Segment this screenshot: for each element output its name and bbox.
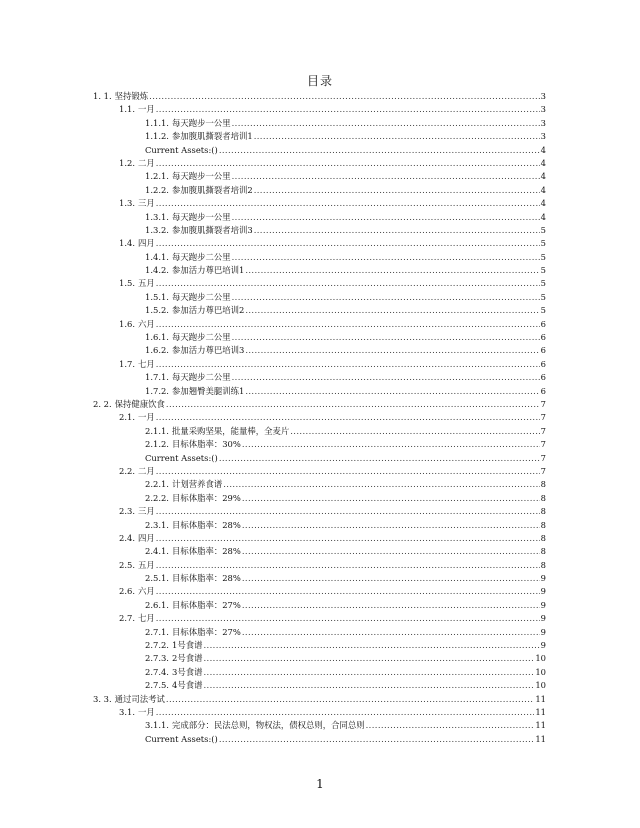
toc-entry-row[interactable] bbox=[145, 291, 546, 304]
toc-leader-dots bbox=[219, 733, 535, 746]
toc-entry-text: 六月 bbox=[137, 586, 155, 597]
toc-entry-page: 11 bbox=[535, 693, 546, 704]
toc-entry-page: 3 bbox=[540, 131, 546, 142]
toc-entry-number: 2.5. bbox=[119, 559, 135, 570]
toc-entry-text: 每天跑步一公里 bbox=[171, 211, 231, 222]
toc-entry-text: 三月 bbox=[137, 198, 155, 209]
toc-leader-dots bbox=[245, 385, 539, 398]
toc-entry-page: 5 bbox=[540, 265, 546, 276]
toc-entry-page: 4 bbox=[540, 144, 546, 155]
toc-leader-dots bbox=[156, 465, 540, 478]
toc-entry-row[interactable] bbox=[145, 344, 546, 357]
toc-leader-dots bbox=[254, 224, 540, 237]
toc-leader-dots bbox=[254, 184, 540, 197]
toc-entry-row[interactable] bbox=[119, 277, 546, 290]
toc-entry[interactable] bbox=[0, 612, 640, 625]
toc-leader-dots bbox=[219, 452, 540, 465]
toc-entry-number: 2.7.3. bbox=[145, 653, 169, 664]
toc-entry-page: 9 bbox=[540, 573, 546, 584]
toc-entry-page: 3 bbox=[540, 117, 546, 128]
toc-entry[interactable] bbox=[0, 693, 640, 706]
toc-entry-page: 8 bbox=[540, 492, 546, 503]
toc-leader-dots bbox=[245, 264, 539, 277]
toc-entry-number: 1.3. bbox=[119, 198, 135, 209]
toc-entry-page: 8 bbox=[540, 546, 546, 557]
toc-entry-number: 2.7.5. bbox=[145, 680, 169, 691]
toc-entry[interactable] bbox=[0, 184, 640, 197]
toc-entry-number: 1.7. bbox=[119, 358, 135, 369]
toc-entry-text: Current Assets:() bbox=[145, 144, 218, 155]
toc-entry[interactable] bbox=[0, 532, 640, 545]
toc-leader-dots bbox=[254, 130, 540, 143]
toc-leader-dots bbox=[156, 103, 540, 116]
toc-entry-text: 参加活力尊巴培训1 bbox=[171, 265, 245, 276]
toc-entry-text: 四月 bbox=[137, 532, 155, 543]
toc-leader-dots bbox=[223, 478, 539, 491]
toc-entry-row[interactable] bbox=[145, 733, 546, 746]
toc-entry-number: 1.1.1. bbox=[145, 117, 169, 128]
toc-entry-row[interactable] bbox=[145, 572, 546, 585]
toc-entry-page: 7 bbox=[540, 452, 546, 463]
toc-leader-dots bbox=[242, 626, 540, 639]
toc-entry-text: 目标体脂率：28% bbox=[171, 573, 241, 584]
toc-entry-number: 1.7.1. bbox=[145, 372, 169, 383]
toc-leader-dots bbox=[232, 291, 540, 304]
toc-entry-page: 11 bbox=[535, 720, 546, 731]
toc-entry[interactable] bbox=[0, 492, 640, 505]
toc-entry[interactable] bbox=[0, 733, 640, 746]
toc-entry-number: 1.1.2. bbox=[145, 131, 169, 142]
toc-entry-text: 每天跑步二公里 bbox=[171, 332, 231, 343]
toc-entry-text: 二月 bbox=[137, 465, 155, 476]
toc-entry-number: 1. 1. bbox=[93, 91, 112, 101]
toc-entry[interactable] bbox=[0, 599, 640, 612]
toc-entry-number: 1.2.2. bbox=[145, 184, 169, 195]
toc-entry-row[interactable] bbox=[119, 505, 546, 518]
toc-entry-number: 2. 2. bbox=[93, 398, 112, 409]
toc-entry-text: 每天跑步一公里 bbox=[171, 117, 231, 128]
toc-leader-dots bbox=[156, 559, 540, 572]
toc-entry-text: 目标体脂率：30% bbox=[171, 439, 241, 450]
toc-entry-row[interactable] bbox=[145, 264, 546, 277]
toc-entry[interactable] bbox=[0, 465, 640, 478]
toc-entry[interactable] bbox=[0, 411, 640, 424]
toc-entry-number: 1.3.2. bbox=[145, 224, 169, 235]
toc-entry-text: 目标体脂率：27% bbox=[171, 599, 241, 610]
toc-leader-dots bbox=[203, 679, 534, 692]
toc-entry[interactable] bbox=[0, 639, 640, 652]
toc-entry[interactable] bbox=[0, 652, 640, 665]
toc-entry[interactable] bbox=[0, 264, 640, 277]
toc-entry[interactable] bbox=[0, 211, 640, 224]
toc-entry-page: 6 bbox=[540, 372, 546, 383]
toc-entry-number: 1.4.1. bbox=[145, 251, 169, 262]
toc-entry-row[interactable] bbox=[145, 211, 546, 224]
toc-entry-row[interactable] bbox=[119, 103, 546, 116]
toc-leader-dots bbox=[149, 90, 540, 103]
toc-entry-text: Current Assets:() bbox=[145, 452, 218, 463]
toc-leader-dots bbox=[245, 304, 539, 317]
toc-entry-text: 每天跑步二公里 bbox=[171, 291, 231, 302]
toc-entry-row[interactable] bbox=[93, 398, 546, 411]
toc-leader-dots bbox=[290, 425, 539, 438]
toc-entry-text: 3号食谱 bbox=[171, 666, 203, 677]
toc-entry[interactable] bbox=[0, 304, 640, 317]
toc-entry-number: 2.7.2. bbox=[145, 640, 169, 651]
toc-entry-row[interactable] bbox=[145, 719, 546, 732]
toc-entry-page: 10 bbox=[535, 653, 546, 664]
toc-entry[interactable] bbox=[0, 224, 640, 237]
toc-entry-row[interactable] bbox=[145, 117, 546, 130]
toc-entry-text: 4号食谱 bbox=[171, 680, 203, 691]
toc-entry-row[interactable] bbox=[145, 371, 546, 384]
toc-entry-text: 一月 bbox=[137, 104, 155, 115]
toc-entry-number: 2.2.1. bbox=[145, 479, 169, 490]
toc-entry-row[interactable] bbox=[145, 545, 546, 558]
toc-entry-number: 3.1.1. bbox=[145, 720, 169, 731]
toc-leader-dots bbox=[156, 532, 540, 545]
toc-entry-number: 1.4. bbox=[119, 238, 135, 249]
toc-entry-row[interactable] bbox=[119, 411, 546, 424]
toc-leader-dots bbox=[156, 505, 540, 518]
toc-entry-page: 7 bbox=[540, 439, 546, 450]
toc-entry-number: 2.3. bbox=[119, 506, 135, 517]
toc-entry-page: 10 bbox=[535, 680, 546, 691]
toc-entry-page: 9 bbox=[540, 626, 546, 637]
toc-entry-page: 7 bbox=[540, 412, 546, 423]
toc-entry-number: 2.7.1. bbox=[145, 626, 169, 637]
toc-entry[interactable] bbox=[0, 679, 640, 692]
toc-leader-dots bbox=[232, 251, 540, 264]
toc-entry-row[interactable] bbox=[145, 130, 546, 143]
toc-entry-row[interactable] bbox=[145, 438, 546, 451]
toc-entry-page: 7 bbox=[540, 398, 546, 409]
toc-leader-dots bbox=[156, 237, 540, 250]
toc-entry[interactable] bbox=[0, 706, 640, 719]
toc-entry-text: 1号食谱 bbox=[171, 640, 203, 651]
toc-entry-row[interactable] bbox=[145, 144, 546, 157]
toc-leader-dots bbox=[242, 438, 540, 451]
toc-entry-page: 4 bbox=[540, 211, 546, 222]
toc-entry-row[interactable] bbox=[119, 532, 546, 545]
toc-entry-text: 参加腹肌撕裂者培训1 bbox=[171, 131, 253, 142]
toc-entry-row[interactable] bbox=[145, 425, 546, 438]
toc-entry-row[interactable] bbox=[119, 706, 546, 719]
toc-entry-text: 参加活力尊巴培训3 bbox=[171, 345, 245, 356]
toc-entry[interactable] bbox=[0, 425, 640, 438]
toc-entry-number: 2.7. bbox=[119, 613, 135, 624]
toc-leader-dots bbox=[232, 211, 540, 224]
toc-entry-row[interactable] bbox=[145, 224, 546, 237]
toc-entry-page: 7 bbox=[540, 465, 546, 476]
toc-entry[interactable] bbox=[0, 545, 640, 558]
toc-leader-dots bbox=[242, 599, 540, 612]
toc-entry-row[interactable] bbox=[119, 465, 546, 478]
toc-entry-row[interactable] bbox=[145, 652, 546, 665]
toc-entry-page: 9 bbox=[540, 586, 546, 597]
toc-leader-dots bbox=[219, 144, 540, 157]
toc-entry-row[interactable] bbox=[145, 519, 546, 532]
toc-entry-text: 六月 bbox=[137, 318, 155, 329]
toc-entry[interactable] bbox=[0, 559, 640, 572]
toc-entry[interactable] bbox=[0, 719, 640, 732]
page-number: 1 bbox=[316, 777, 324, 791]
toc-leader-dots bbox=[232, 117, 540, 130]
toc-leader-dots bbox=[232, 371, 540, 384]
toc-leader-dots bbox=[366, 719, 535, 732]
toc-entry-text: 一月 bbox=[137, 412, 155, 423]
toc-entry[interactable] bbox=[0, 398, 640, 411]
toc-entry-number: 1.5.1. bbox=[145, 291, 169, 302]
toc-entry-page: 5 bbox=[540, 305, 546, 316]
toc-entry-row[interactable] bbox=[145, 478, 546, 491]
toc-leader-dots bbox=[156, 277, 540, 290]
toc-entry-row[interactable] bbox=[145, 452, 546, 465]
toc-entry-number: 1.4.2. bbox=[145, 265, 169, 276]
toc-entry[interactable] bbox=[0, 519, 640, 532]
toc-leader-dots bbox=[203, 639, 539, 652]
toc-entry-number: 1.5. bbox=[119, 278, 135, 289]
toc-entry[interactable] bbox=[0, 344, 640, 357]
toc-entry-page: 4 bbox=[540, 171, 546, 182]
toc-entry-row[interactable] bbox=[145, 492, 546, 505]
toc-entry-text: 参加活力尊巴培训2 bbox=[171, 305, 245, 316]
toc-entry-number: 2.4.1. bbox=[145, 546, 169, 557]
toc-entry[interactable] bbox=[0, 170, 640, 183]
toc-entry-row[interactable] bbox=[145, 385, 546, 398]
toc-entry-number: 1.6.1. bbox=[145, 332, 169, 343]
toc-entry-page: 5 bbox=[540, 224, 546, 235]
toc-leader-dots bbox=[203, 666, 534, 679]
toc-entry-number: 2.1.2. bbox=[145, 439, 169, 450]
toc-entry-row[interactable] bbox=[93, 90, 546, 103]
toc-entry[interactable] bbox=[0, 331, 640, 344]
toc-entry-page: 6 bbox=[540, 345, 546, 356]
toc-entry-row[interactable] bbox=[145, 304, 546, 317]
toc-entry-number: 2.6. bbox=[119, 586, 135, 597]
toc-entry-number: 1.1. bbox=[119, 104, 135, 115]
toc-leader-dots bbox=[242, 519, 540, 532]
toc-entry[interactable] bbox=[0, 371, 640, 384]
toc-entry-text: 批量采购坚果，能量棒，全麦片 bbox=[171, 425, 290, 436]
toc-entry-text: 参加翘臀美腿训练1 bbox=[171, 385, 245, 396]
toc-entry-text: 四月 bbox=[137, 238, 155, 249]
toc-entry-page: 9 bbox=[540, 613, 546, 624]
toc-entry-page: 8 bbox=[540, 532, 546, 543]
toc-leader-dots bbox=[156, 197, 540, 210]
toc-entry[interactable] bbox=[0, 103, 640, 116]
toc-entry-row[interactable] bbox=[145, 599, 546, 612]
toc-entry[interactable] bbox=[0, 117, 640, 130]
toc-leader-dots bbox=[242, 572, 540, 585]
toc-entry[interactable] bbox=[0, 478, 640, 491]
toc-entry-page: 4 bbox=[540, 184, 546, 195]
toc-entry-row[interactable] bbox=[119, 318, 546, 331]
toc-entry-number: 1.6.2. bbox=[145, 345, 169, 356]
toc-entry-row[interactable] bbox=[119, 237, 546, 250]
toc-entry[interactable] bbox=[0, 157, 640, 170]
toc-entry-number: 1.2. bbox=[119, 157, 135, 168]
toc-entry-row[interactable] bbox=[145, 639, 546, 652]
toc-entry[interactable] bbox=[0, 452, 640, 465]
toc-entry-text: 参加腹肌撕裂者培训3 bbox=[171, 224, 253, 235]
toc-entry[interactable] bbox=[0, 572, 640, 585]
toc-entry-number: 2.7.4. bbox=[145, 666, 169, 677]
toc-entry[interactable] bbox=[0, 291, 640, 304]
toc-entry-number: 1.5.2. bbox=[145, 305, 169, 316]
toc-entry-row[interactable] bbox=[119, 197, 546, 210]
toc-leader-dots bbox=[156, 157, 540, 170]
toc-entry[interactable] bbox=[0, 318, 640, 331]
toc-title: 目录 bbox=[306, 74, 333, 88]
toc-entry[interactable] bbox=[0, 626, 640, 639]
toc-entry-number: 3. 3. bbox=[93, 693, 112, 704]
toc-entry-row[interactable] bbox=[119, 157, 546, 170]
toc-leader-dots bbox=[232, 170, 540, 183]
toc-entry[interactable] bbox=[0, 438, 640, 451]
toc-leader-dots bbox=[156, 612, 540, 625]
toc-leader-dots bbox=[242, 492, 540, 505]
toc-entry-text: 七月 bbox=[137, 613, 155, 624]
toc-entry-text: 参加腹肌撕裂者培训2 bbox=[171, 184, 253, 195]
toc-entry-page: 9 bbox=[540, 599, 546, 610]
toc-entry-row[interactable] bbox=[145, 251, 546, 264]
toc-entry-row[interactable] bbox=[119, 358, 546, 371]
toc-entry-text: 目标体脂率：29% bbox=[171, 492, 241, 503]
toc-leader-dots bbox=[156, 585, 540, 598]
toc-entry-text: 五月 bbox=[137, 278, 155, 289]
toc-entry-text: 每天跑步二公里 bbox=[171, 251, 231, 262]
toc-entry[interactable] bbox=[0, 144, 640, 157]
toc-entry-page: 8 bbox=[540, 519, 546, 530]
toc-entry-row[interactable] bbox=[119, 612, 546, 625]
toc-entry[interactable] bbox=[0, 251, 640, 264]
toc-entry-page: 6 bbox=[540, 385, 546, 396]
toc-entry[interactable] bbox=[0, 90, 640, 103]
toc-entry-row[interactable] bbox=[119, 559, 546, 572]
toc-entry-text: 一月 bbox=[137, 706, 155, 717]
toc-entry[interactable] bbox=[0, 197, 640, 210]
toc-entry-number: 1.6. bbox=[119, 318, 135, 329]
toc-entry-number: 1.2.1. bbox=[145, 171, 169, 182]
toc-entry-text: 计划营养食谱 bbox=[171, 479, 223, 490]
toc-entry[interactable] bbox=[0, 130, 640, 143]
toc-entry[interactable] bbox=[0, 385, 640, 398]
toc-entry-text: 七月 bbox=[137, 358, 155, 369]
toc-entry-row[interactable] bbox=[145, 184, 546, 197]
toc-entry-text: 通过司法考试 bbox=[114, 693, 165, 704]
toc-leader-dots bbox=[156, 706, 535, 719]
toc-entry-number: 2.5.1. bbox=[145, 573, 169, 584]
toc-entry-text: 坚持锻炼 bbox=[114, 91, 149, 101]
toc-entry[interactable] bbox=[0, 505, 640, 518]
toc-leader-dots bbox=[156, 318, 540, 331]
toc-entry[interactable] bbox=[0, 237, 640, 250]
toc-leader-dots bbox=[203, 652, 534, 665]
toc-leader-dots bbox=[156, 411, 540, 424]
toc-entry-number: 2.4. bbox=[119, 532, 135, 543]
toc-entry-text: Current Assets:() bbox=[145, 733, 218, 744]
toc-entry-page: 3 bbox=[540, 91, 546, 101]
toc-entry-number: 2.6.1. bbox=[145, 599, 169, 610]
table-of-contents bbox=[0, 90, 640, 746]
toc-entry-row[interactable] bbox=[145, 666, 546, 679]
toc-entry-page: 10 bbox=[535, 666, 546, 677]
toc-entry-row[interactable] bbox=[145, 331, 546, 344]
toc-entry-page: 6 bbox=[540, 318, 546, 329]
toc-entry-number: 2.3.1. bbox=[145, 519, 169, 530]
toc-entry[interactable] bbox=[0, 666, 640, 679]
toc-entry-text: 完成部分：民法总则，物权法，债权总则，合同总则 bbox=[171, 720, 365, 731]
toc-entry-text: 每天跑步一公里 bbox=[171, 171, 231, 182]
toc-entry[interactable] bbox=[0, 277, 640, 290]
toc-entry-page: 11 bbox=[535, 706, 546, 717]
toc-entry-page: 11 bbox=[535, 733, 546, 744]
toc-entry-row[interactable] bbox=[145, 679, 546, 692]
toc-entry-page: 5 bbox=[540, 251, 546, 262]
toc-entry-text: 每天跑步二公里 bbox=[171, 372, 231, 383]
toc-entry[interactable] bbox=[0, 358, 640, 371]
toc-entry-page: 5 bbox=[540, 278, 546, 289]
toc-entry-page: 3 bbox=[540, 104, 546, 115]
toc-entry-text: 三月 bbox=[137, 506, 155, 517]
toc-entry-number: 3.1. bbox=[119, 706, 135, 717]
toc-entry-row[interactable] bbox=[145, 626, 546, 639]
toc-entry-page: 8 bbox=[540, 479, 546, 490]
toc-leader-dots bbox=[245, 344, 539, 357]
toc-entry-number: 2.1. bbox=[119, 412, 135, 423]
toc-entry-page: 4 bbox=[540, 198, 546, 209]
toc-leader-dots bbox=[156, 358, 540, 371]
toc-entry-row[interactable] bbox=[145, 170, 546, 183]
toc-leader-dots bbox=[232, 331, 540, 344]
toc-entry-text: 2号食谱 bbox=[171, 653, 203, 664]
toc-entry-page: 6 bbox=[540, 358, 546, 369]
toc-entry-page: 5 bbox=[540, 291, 546, 302]
toc-entry-page: 5 bbox=[540, 238, 546, 249]
toc-entry-number: 2.2. bbox=[119, 465, 135, 476]
toc-leader-dots bbox=[242, 545, 540, 558]
toc-entry-page: 4 bbox=[540, 157, 546, 168]
toc-entry-page: 8 bbox=[540, 506, 546, 517]
toc-entry-text: 二月 bbox=[137, 157, 155, 168]
toc-leader-dots bbox=[166, 693, 534, 706]
toc-entry-page: 7 bbox=[540, 425, 546, 436]
toc-leader-dots bbox=[166, 398, 540, 411]
toc-entry-number: 2.1.1. bbox=[145, 425, 169, 436]
toc-entry-text: 目标体脂率：28% bbox=[171, 546, 241, 557]
toc-entry-text: 五月 bbox=[137, 559, 155, 570]
toc-entry-row[interactable] bbox=[93, 693, 546, 706]
toc-entry-page: 8 bbox=[540, 559, 546, 570]
toc-entry-page: 6 bbox=[540, 332, 546, 343]
toc-entry-number: 1.7.2. bbox=[145, 385, 169, 396]
toc-entry-row[interactable] bbox=[119, 585, 546, 598]
toc-entry-page: 9 bbox=[540, 640, 546, 651]
toc-entry-text: 目标体脂率：28% bbox=[171, 519, 241, 530]
toc-entry-text: 目标体脂率：27% bbox=[171, 626, 241, 637]
toc-entry-text: 保持健康饮食 bbox=[114, 398, 165, 409]
toc-entry-number: 1.3.1. bbox=[145, 211, 169, 222]
toc-entry[interactable] bbox=[0, 585, 640, 598]
toc-entry-number: 2.2.2. bbox=[145, 492, 169, 503]
